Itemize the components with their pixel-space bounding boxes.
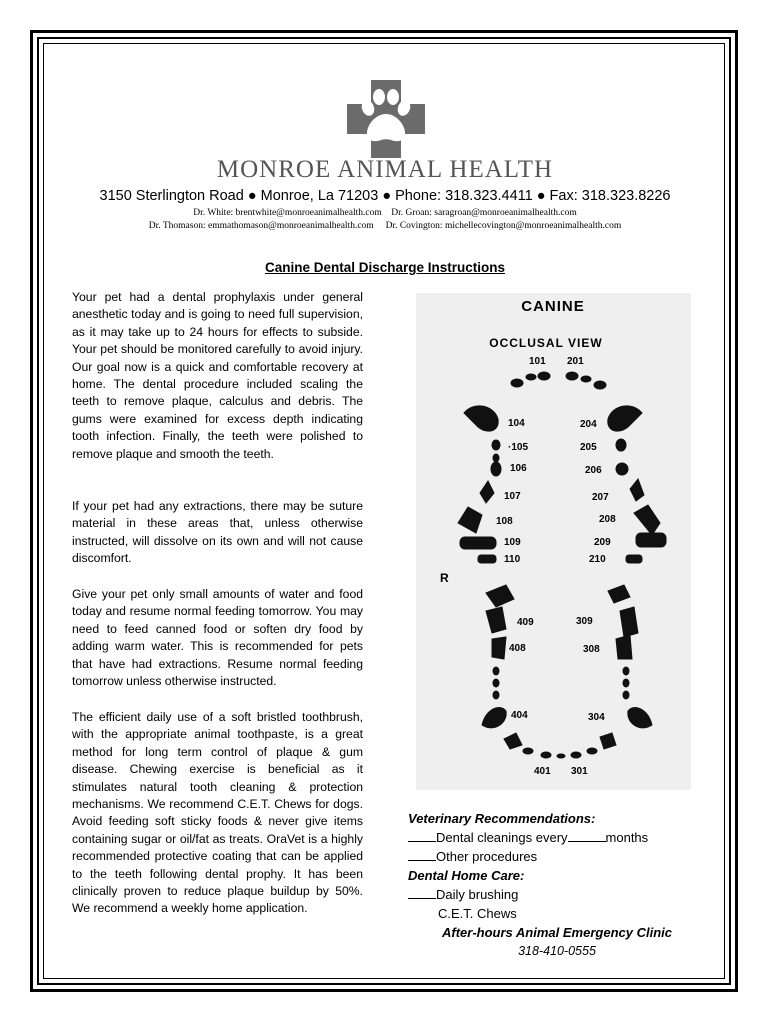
- tooth-shape: [630, 479, 644, 501]
- tooth-label: 208: [599, 514, 616, 525]
- dental-cleanings-line: [408, 828, 698, 847]
- other-procedures-check-blank[interactable]: [408, 848, 436, 861]
- tooth-shape: [566, 372, 578, 380]
- tooth-shape: [608, 585, 630, 603]
- tooth-shape: [628, 707, 652, 727]
- tooth-shape: [623, 667, 629, 675]
- cet-chews-text: C.E.T. Chews: [438, 906, 517, 921]
- tooth-shape: [623, 691, 629, 699]
- tooth-shape: [541, 752, 551, 758]
- tooth-shape: [486, 607, 506, 633]
- tooth-shape: [594, 381, 606, 389]
- tooth-shape: [480, 481, 494, 503]
- tooth-shape: [493, 667, 499, 675]
- document-title: Canine Dental Discharge Instructions: [264, 260, 506, 275]
- tooth-shape: [616, 463, 628, 475]
- clinic-address-line: 3150 Sterlington Road ● Monroe, La 71203 ● Phone: 318.323.4411 ● Fax: 318.323.8226: [99, 188, 671, 204]
- tooth-shape: [581, 376, 591, 382]
- daily-brushing-check-blank[interactable]: [408, 886, 436, 899]
- tooth-label: 107: [504, 491, 521, 502]
- tooth-shape: [458, 507, 482, 533]
- tooth-label: 109: [504, 537, 521, 548]
- tooth-shape: [620, 607, 638, 637]
- tooth-label: 408: [509, 643, 526, 654]
- tooth-shape: [493, 679, 499, 687]
- tooth-shape: [634, 505, 660, 535]
- tooth-shape: [491, 462, 501, 476]
- paragraph-extractions: If your pet had any extractions, there may be suture material in these areas that, unless otherwise instructed, will dissolve on its own and will not cause discomfort.: [72, 499, 363, 566]
- tooth-shape: [616, 439, 626, 451]
- other-procedures-line: [408, 847, 698, 866]
- tooth-shape: [493, 691, 499, 699]
- chart-side-label: R: [440, 571, 449, 585]
- tooth-shape: [616, 635, 632, 659]
- tooth-label: 304: [588, 712, 605, 723]
- tooth-shape: [492, 637, 506, 659]
- after-hours-clinic-phone: 318-410-0555: [518, 944, 596, 958]
- after-hours-clinic-title: After-hours Animal Emergency Clinic: [442, 925, 672, 940]
- tooth-shape: [600, 733, 616, 749]
- tooth-label: 309: [576, 616, 593, 627]
- tooth-label: 409: [517, 617, 534, 628]
- daily-brushing-text: Daily brushing: [436, 887, 519, 902]
- tooth-shape: [626, 555, 642, 563]
- tooth-shape: [492, 440, 500, 450]
- tooth-outlines: [458, 372, 666, 758]
- tooth-shape: [557, 754, 565, 758]
- tooth-label: 210: [589, 554, 606, 565]
- tooth-shape: [464, 406, 498, 431]
- dental-chart-subtitle: OCCLUSAL VIEW: [489, 336, 603, 350]
- clinic-name: MONROE ANIMAL HEALTH: [216, 156, 554, 183]
- dental-cleanings-text: Dental cleanings every: [436, 830, 568, 845]
- tooth-label: 301: [571, 766, 588, 777]
- months-text: months: [605, 830, 649, 845]
- tooth-label: 201: [567, 356, 584, 367]
- tooth-label: 209: [594, 537, 611, 548]
- tooth-label: 401: [534, 766, 551, 777]
- paragraph-feeding: Give your pet only small amounts of water and food today and resume normal feeding tomorrow. You may need to feed canned food or soften dry food by adding warm water. This is recommended for pets that have had extractions. Resume normal feeding tomorrow unless otherwise instructed.: [72, 587, 363, 689]
- dental-cleanings-check-blank[interactable]: [408, 829, 436, 842]
- daily-brushing-line: [408, 885, 698, 904]
- doctor-contacts-row-2: Dr. Thomason: emmathomason@monroeanimalhealth.com Dr. Covington: michellecovington@monroeanimalhealth.com: [148, 221, 622, 231]
- dental-chart: [416, 293, 691, 790]
- tooth-label: 101: [529, 356, 546, 367]
- tooth-label: 205: [580, 442, 597, 453]
- tooth-shape: [523, 748, 533, 754]
- tooth-shape: [526, 374, 536, 380]
- tooth-shape: [636, 533, 666, 547]
- tooth-label: 106: [510, 463, 527, 474]
- tooth-label: ·105: [508, 442, 529, 453]
- tooth-label: 206: [585, 465, 602, 476]
- tooth-shape: [623, 679, 629, 687]
- tooth-label: 404: [511, 710, 528, 721]
- tooth-label: 108: [496, 516, 513, 527]
- tooth-shape: [482, 707, 506, 727]
- dental-home-care-heading: Dental Home Care:: [408, 868, 525, 883]
- tooth-shape: [478, 555, 496, 563]
- tooth-shape: [493, 454, 499, 462]
- tooth-shape: [587, 748, 597, 754]
- paragraph-procedure: Your pet had a dental prophylaxis under general anesthetic today and is going to need full supervision, as it may take up to 24 hours for effects to subside. Your pet should be monitored carefully to avoid injury. Our goal now is a quick and comfortable recovery at home. The dental procedure included scaling the teeth to remove plaque, calculus and debris. The gums were examined for excess depth indicating tooth infection. Finally, the teeth were polished to remove plaque and smooth the teeth.: [72, 290, 363, 461]
- tooth-shape: [504, 733, 522, 749]
- tooth-shape: [571, 752, 581, 758]
- tooth-label: 110: [504, 554, 521, 565]
- tooth-shape: [608, 406, 642, 431]
- tooth-label: 207: [592, 492, 609, 503]
- tooth-shape: [511, 379, 523, 387]
- tooth-shape: [486, 585, 514, 607]
- vet-recommendations-heading: Veterinary Recommendations:: [408, 811, 596, 826]
- recommendations-section: [408, 809, 698, 923]
- doctor-contacts-row-1: Dr. White: brentwhite@monroeanimalhealth.com Dr. Groan: saragroan@monroeanimalhealth.com: [193, 208, 577, 218]
- tooth-label: 104: [508, 418, 525, 429]
- tooth-label: 204: [580, 419, 597, 430]
- dental-chart-title: CANINE: [521, 298, 585, 315]
- tooth-shape: [460, 537, 496, 549]
- tooth-label: 308: [583, 644, 600, 655]
- months-blank[interactable]: [568, 829, 606, 842]
- other-procedures-text: Other procedures: [436, 849, 538, 864]
- paragraph-home-care: The efficient daily use of a soft bristled toothbrush, with the appropriate animal toothpaste, is a great method for long term control of plaque & gum disease. Chewing exercise is beneficial as it stimulates natural tooth cleaning & protection mechanisms. We recommend C.E.T. Chews for dogs. Avoid feeding soft sticky foods & never give items containing sugar or oil/fat as treats. OraVet is a highly recommended protective coating that can be applied to the teeth following dental prophy. It has been clinically proven to reduce plaque buildup by 50%. We recommend a weekly home application.: [72, 710, 363, 916]
- tooth-shape: [538, 372, 550, 380]
- paw-cross-logo: [345, 78, 427, 160]
